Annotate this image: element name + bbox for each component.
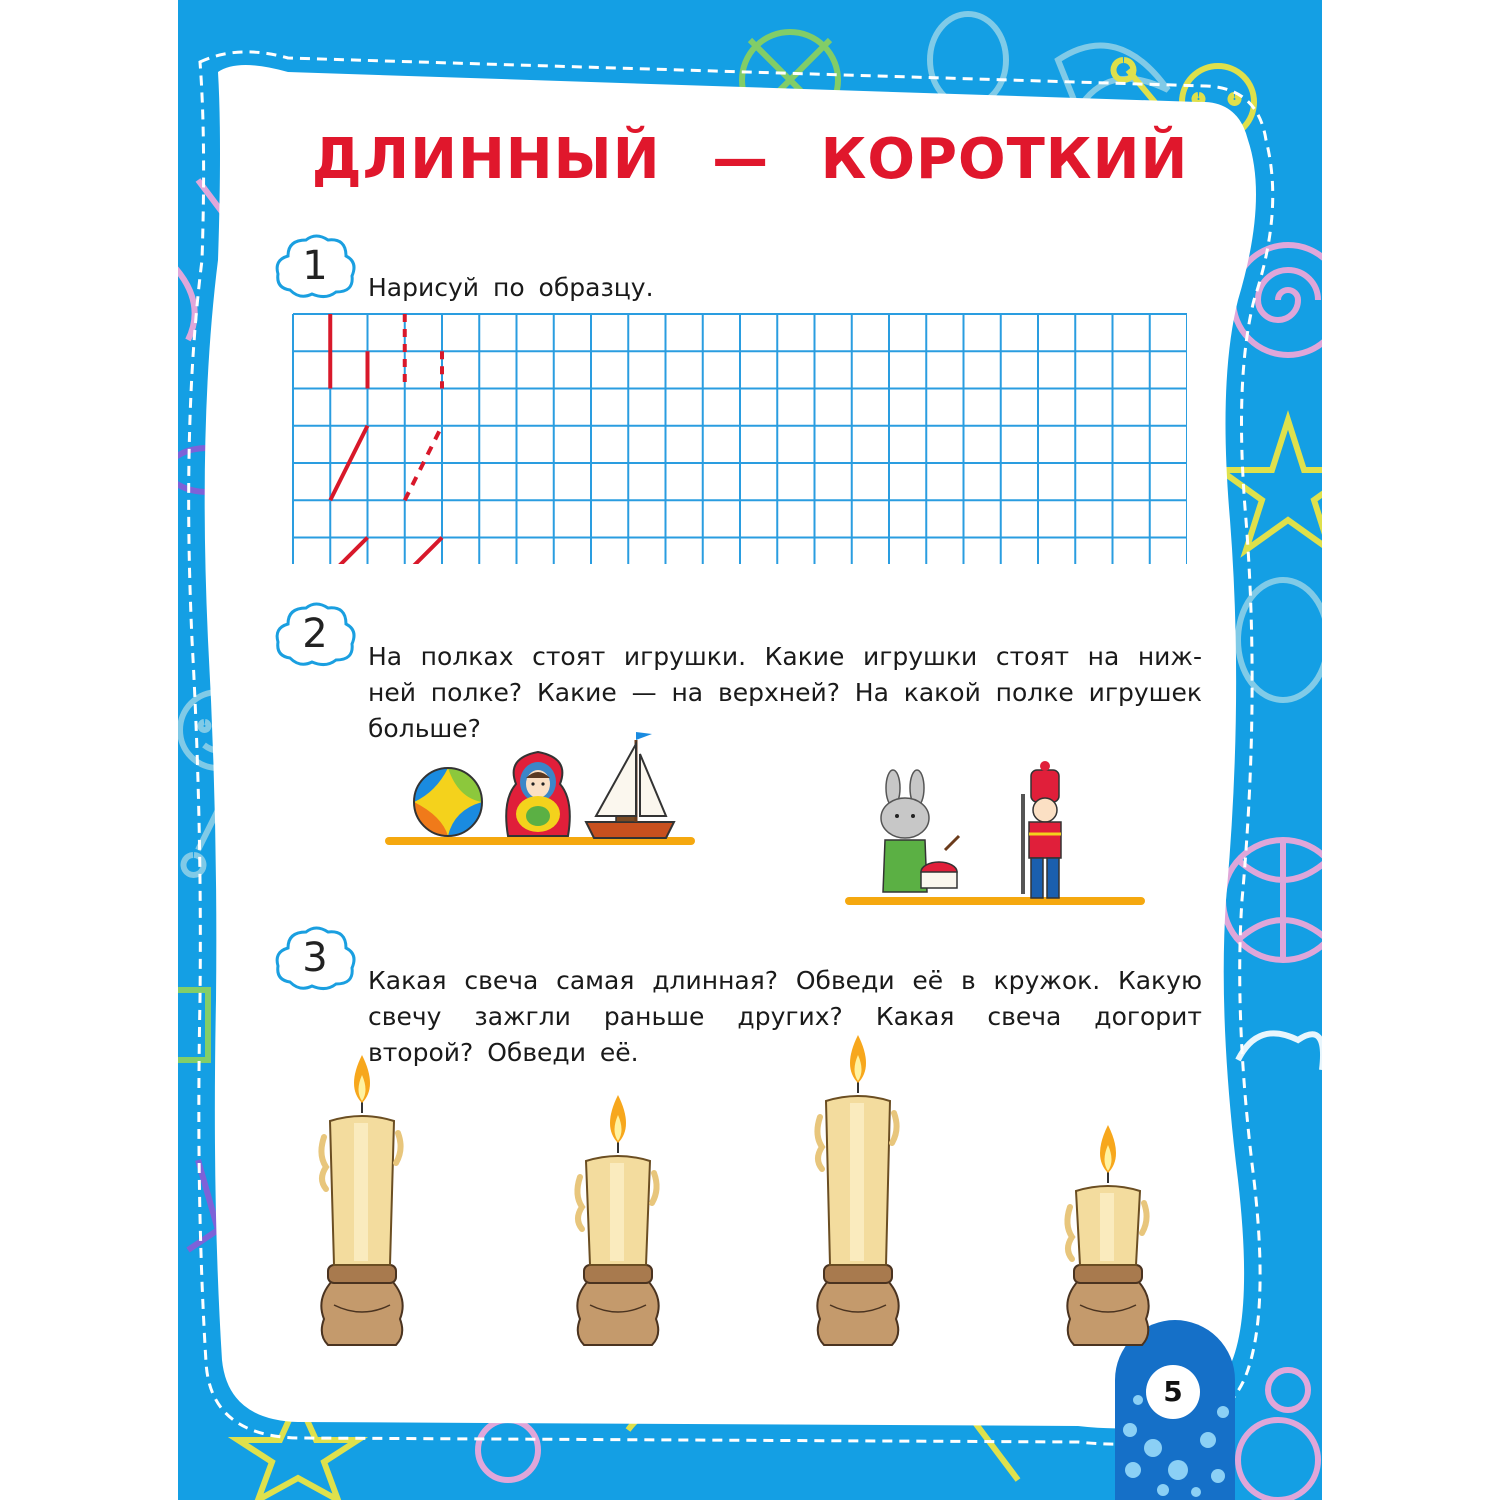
- toy-shelves: [380, 730, 1160, 910]
- toy-soldier-icon: [1023, 761, 1061, 898]
- candle-icon[interactable]: [321, 1055, 402, 1345]
- matryoshka-icon: [506, 752, 570, 836]
- ball-icon: [414, 768, 482, 836]
- title-left-word: ДЛИННЫЙ: [311, 127, 661, 192]
- candles-row: [310, 1025, 1190, 1355]
- task-2-text: На полках стоят игрушки. Какие игрушки стоят на нижней полке? Какие — на верхней? На какой полке игрушек больше?: [368, 642, 1202, 743]
- candle-icon[interactable]: [817, 1035, 898, 1345]
- sailboat-icon: [586, 732, 674, 838]
- bunny-drummer-icon: [881, 770, 959, 892]
- task-2-number: 2: [302, 611, 328, 657]
- task-1-number-badge: [272, 230, 358, 302]
- task-3-number-badge: [272, 922, 358, 994]
- sample-stroke: [405, 538, 442, 565]
- title-right-word: КОРОТКИЙ: [820, 127, 1189, 192]
- drawing-grid[interactable]: [291, 312, 1187, 564]
- task-3-number: 3: [302, 935, 328, 981]
- lower-shelf: [845, 897, 1145, 905]
- candle-icon[interactable]: [577, 1095, 658, 1345]
- task-2-number-badge: [272, 598, 358, 670]
- candle-icon[interactable]: [1067, 1125, 1148, 1345]
- sample-stroke: [330, 538, 367, 565]
- task-1-number: 1: [302, 243, 328, 289]
- page-number: 5: [1146, 1365, 1200, 1419]
- task-1-text: Нарисуй по образцу.: [368, 273, 654, 302]
- title-dash: —: [712, 127, 770, 192]
- task-3-text: Какая свеча самая длинная? Обведи её в кружок. Какую свечу зажгли раньше других? Какая свеча догорит второй? Обведи её.: [368, 966, 1202, 1067]
- page-title: [178, 125, 1322, 195]
